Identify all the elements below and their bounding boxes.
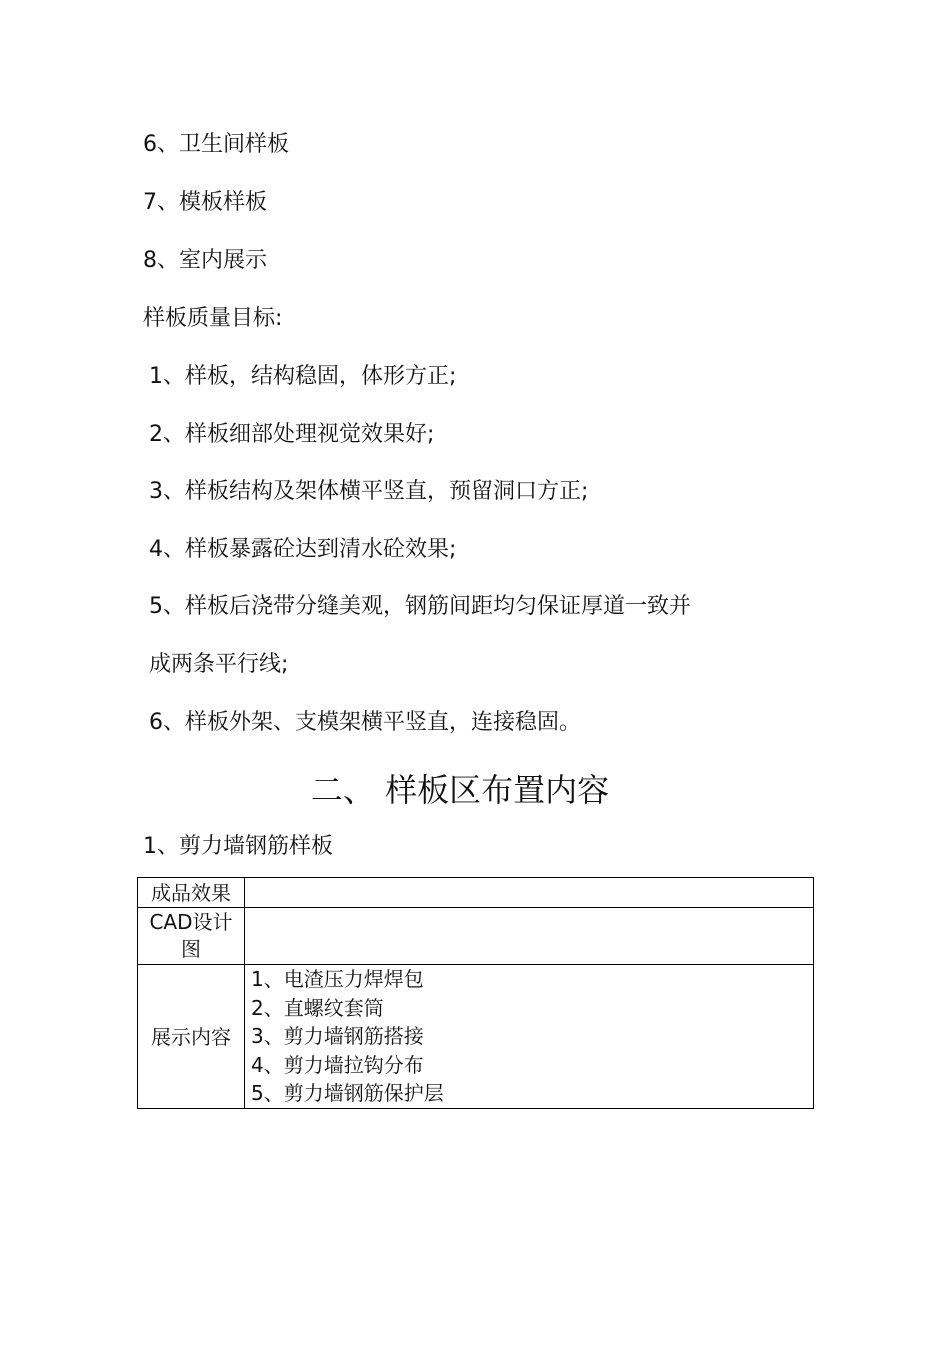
list-item-bathroom-sample: 6、卫生间样板 (143, 132, 289, 157)
list-item: 4、剪力墙拉钩分布 (251, 1052, 424, 1077)
section-title: 二、 样板区布置内容 (310, 771, 610, 809)
sample-spec-table (137, 877, 814, 1109)
display-content-label: 展示内容 (138, 965, 245, 1109)
list-item: 2、直螺纹套筒 (251, 995, 384, 1020)
quality-item-4: 4、样板暴露砼达到清水砼效果; (149, 537, 457, 562)
quality-heading: 样板质量目标: (143, 306, 283, 331)
list-item: 5、剪力墙钢筋保护层 (251, 1081, 444, 1106)
cad-design-label-line2: 图 (181, 937, 201, 961)
list-item-indoor-display: 8、室内展示 (143, 248, 267, 273)
cad-design-value (245, 908, 814, 965)
list-item-formwork-sample: 7、模板样板 (143, 190, 267, 215)
cad-design-label-line1: CAD设计 (149, 910, 233, 934)
quality-item-6: 6、样板外架、支模架横平竖直，连接稳固。 (149, 710, 581, 735)
display-content-list (245, 965, 814, 1109)
table-row (138, 908, 814, 965)
quality-item-3: 3、样板结构及架体横平竖直，预留洞口方正; (149, 479, 589, 504)
cad-design-label (138, 908, 245, 965)
finished-effect-label: 成品效果 (138, 878, 245, 908)
list-item: 3、剪力墙钢筋搭接 (251, 1024, 424, 1049)
subsection-title: 1、剪力墙钢筋样板 (143, 834, 333, 859)
table-row (138, 878, 814, 908)
list-item: 1、电渣压力焊焊包 (251, 967, 424, 992)
quality-item-2: 2、样板细部处理视觉效果好; (149, 422, 435, 447)
quality-item-1: 1、样板，结构稳固，体形方正; (149, 364, 457, 389)
finished-effect-value (245, 878, 814, 908)
quality-item-5-continued: 成两条平行线; (149, 652, 289, 677)
table-row (138, 965, 814, 1109)
quality-item-5: 5、样板后浇带分缝美观，钢筋间距均匀保证厚道一致并 (149, 594, 691, 619)
